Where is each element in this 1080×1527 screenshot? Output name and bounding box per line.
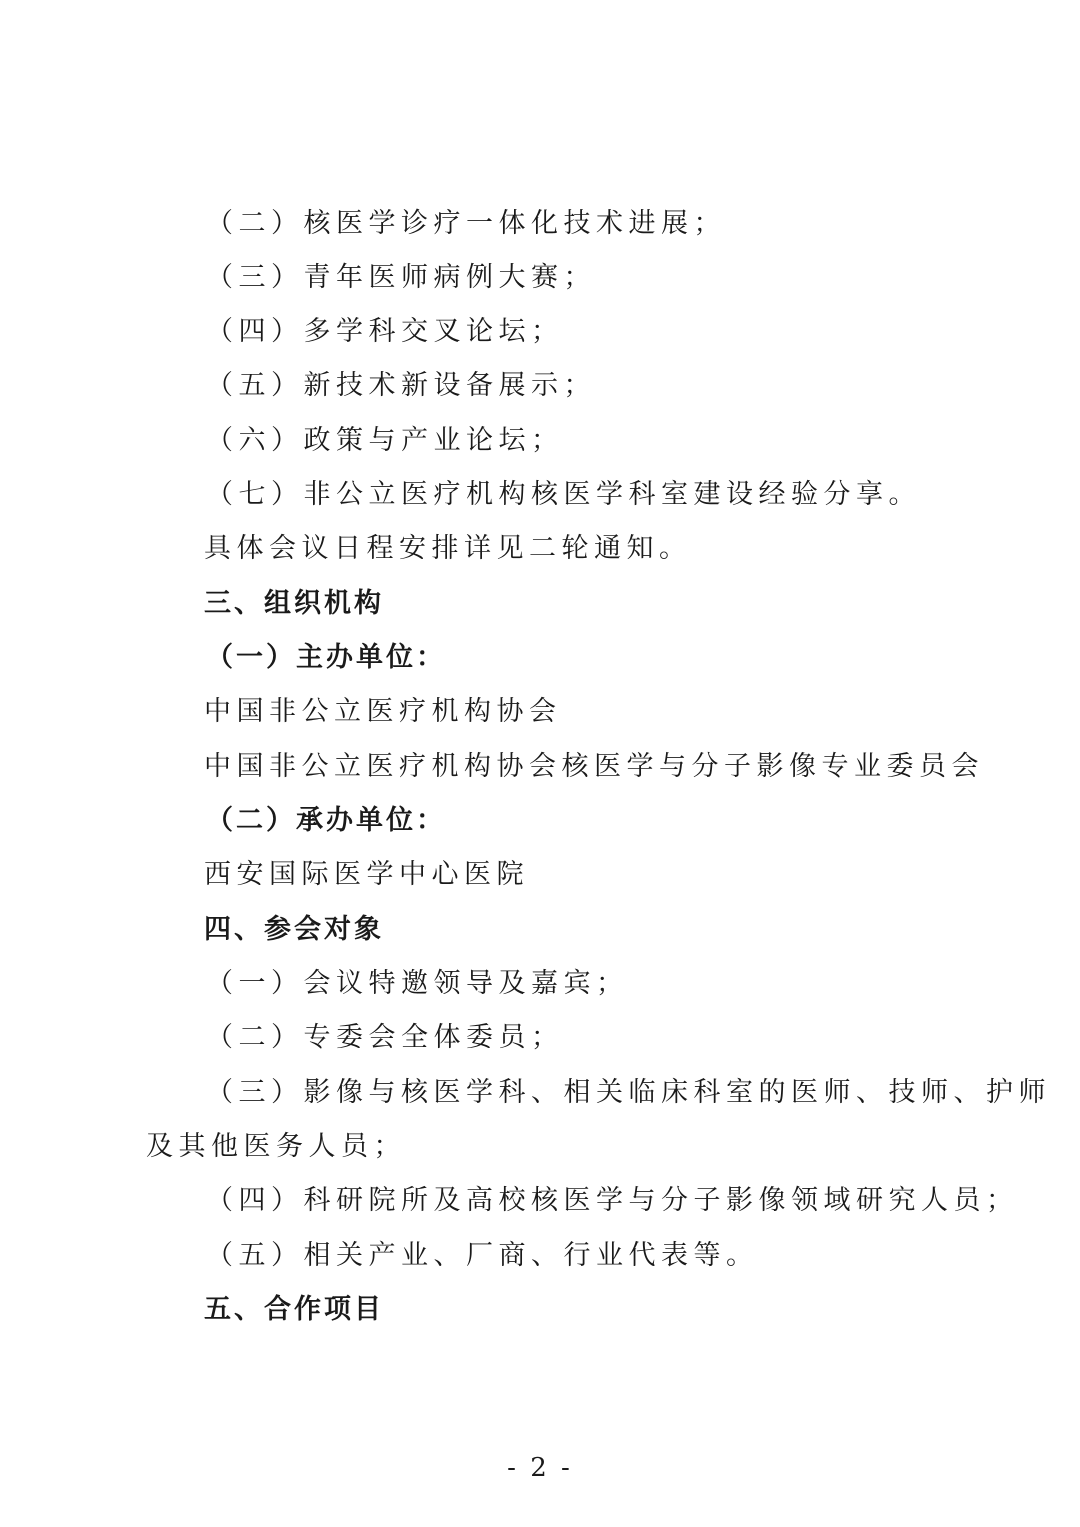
participant-item: （五）相关产业、厂商、行业代表等。 xyxy=(206,1240,759,1271)
agenda-note: 具体会议日程安排详见二轮通知。 xyxy=(204,533,692,564)
page-number: - 2 - xyxy=(507,1453,573,1483)
host-name: 中国非公立医疗机构协会 xyxy=(204,696,562,727)
participant-item: （三）影像与核医学科、相关临床科室的医师、技师、护师 xyxy=(206,1077,1051,1108)
section-heading: 四、参会对象 xyxy=(204,914,384,945)
participant-item: （一）会议特邀领导及嘉宾； xyxy=(206,968,629,999)
agenda-item: （三）青年医师病例大赛； xyxy=(206,262,596,293)
sub-heading: （二）承办单位： xyxy=(206,805,446,836)
participant-item-continued: 及其他医务人员； xyxy=(146,1131,406,1162)
agenda-item: （二）核医学诊疗一体化技术进展； xyxy=(206,208,726,239)
agenda-item: （七）非公立医疗机构核医学科室建设经验分享。 xyxy=(206,479,921,510)
agenda-item: （六）政策与产业论坛； xyxy=(206,425,564,456)
host-name: 中国非公立医疗机构协会核医学与分子影像专业委员会 xyxy=(204,751,984,782)
organizer-name: 西安国际医学中心医院 xyxy=(204,859,529,890)
agenda-item: （四）多学科交叉论坛； xyxy=(206,316,564,347)
participant-item: （四）科研院所及高校核医学与分子影像领域研究人员； xyxy=(206,1185,1019,1216)
section-heading: 五、合作项目 xyxy=(204,1294,384,1325)
section-heading: 三、组织机构 xyxy=(204,588,384,619)
agenda-item: （五）新技术新设备展示； xyxy=(206,370,596,401)
sub-heading: （一）主办单位： xyxy=(206,642,446,673)
participant-item: （二）专委会全体委员； xyxy=(206,1022,564,1053)
